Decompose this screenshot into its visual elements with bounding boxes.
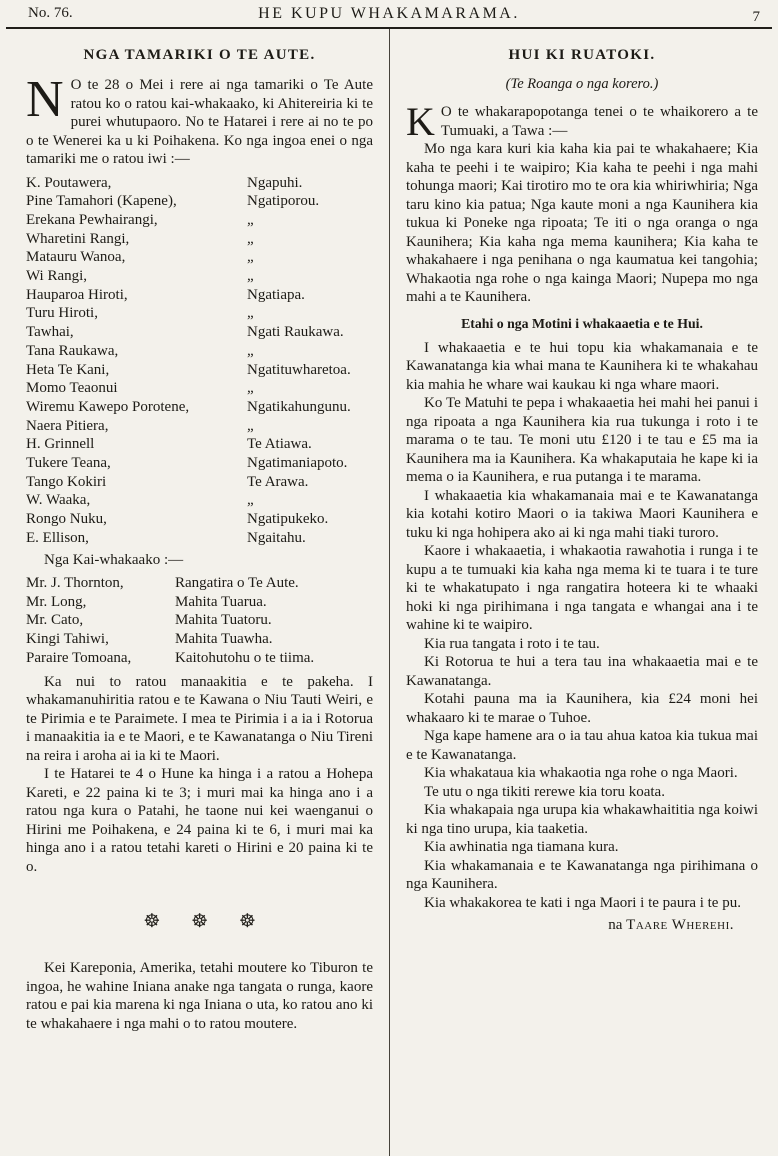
student-name: Tango Kokiri xyxy=(26,473,107,490)
teacher-row xyxy=(26,593,373,612)
right-summary-paragraph: Mo nga kara kuri kia kaha kia pai te whakahaere; Kia kaha te peehi i te waipiro; Kia kaha te peehi i nga mahi tohunga maori; Kai tirotiro mo te ora kia whiriwhiria; Nga taru kino kia patua; Nga kaute moni a nga Kaunihera kia tukua ki Poneke nga ripoata; Te iti o nga oranga o nga Kaunihera; Kia kaha nga mema kaunihera; Kia kaha te whakahaere i nga penihana o nga kaumatua kei tangohia; Whakaotia nga rohe o nga kainga Maori; Nupepa mo nga mahi a te Kaunihera. xyxy=(406,141,758,305)
teacher-name: Kingi Tahiwi, xyxy=(26,631,109,648)
student-iwi: „ xyxy=(247,249,254,266)
roster-row xyxy=(26,304,373,323)
student-iwi: Ngatiapa. xyxy=(247,286,305,303)
student-name: Wiremu Kawepo Porotene, xyxy=(26,398,190,415)
roster-row xyxy=(26,491,373,510)
page-header xyxy=(6,0,772,29)
roster-row xyxy=(26,286,373,305)
motion-paragraph: Kia rua tangata i roto i te tau. xyxy=(424,635,600,652)
roster-row xyxy=(26,342,373,361)
student-iwi: „ xyxy=(247,342,254,359)
student-iwi: Ngatiporou. xyxy=(247,193,320,210)
roster-row xyxy=(26,192,373,211)
student-roster xyxy=(26,174,373,548)
student-iwi: Te Arawa. xyxy=(247,473,309,490)
student-iwi: Ngatipukeko. xyxy=(247,511,329,528)
rosette-ornament-divider: ☸ ☸ ☸ xyxy=(143,911,256,933)
roster-row xyxy=(26,211,373,230)
left-paragraph-3: Kei Kareponia, Amerika, tetahi moutere ko Tiburon te ingoa, he wahine Iniana anake nga tangata o runga, kaore ratou e pai kia marena ki nga Iniana o uta, ko ratou ano ki te whakahaere i nga mahi o to ratou moutere. xyxy=(26,960,373,1032)
teacher-row xyxy=(26,649,373,668)
roster-row xyxy=(26,529,373,548)
column-container xyxy=(0,29,778,1156)
student-name: H. Grinnell xyxy=(26,436,95,453)
roster-row xyxy=(26,454,373,473)
teacher-role: Mahita Tuatoru. xyxy=(175,612,272,629)
student-name: Erekana Pewhairangi, xyxy=(26,211,158,228)
teacher-name: Mr. Long, xyxy=(26,593,87,610)
teacher-row xyxy=(26,630,373,649)
roster-row xyxy=(26,510,373,529)
student-name: Rongo Nuku, xyxy=(26,511,107,528)
student-iwi: Ngatituwharetoa. xyxy=(247,361,351,378)
motion-paragraph: Kia awhinatia nga tiamana kura. xyxy=(424,839,619,855)
teacher-name: Mr. Cato, xyxy=(26,612,84,629)
dropcap-letter: N xyxy=(26,71,64,128)
page-number: 7 xyxy=(752,9,760,25)
student-name: Heta Te Kani, xyxy=(26,361,110,378)
student-iwi: Ngati Raukawa. xyxy=(247,324,344,341)
masthead-title: HE KUPU WHAKAMARAMA. xyxy=(258,5,520,22)
roster-row xyxy=(26,379,373,398)
teachers-heading: Nga Kai-whakaako :— xyxy=(44,551,184,568)
roster-row xyxy=(26,323,373,342)
signature-prefix: na xyxy=(608,917,627,933)
motion-paragraph: Te utu o nga tikiti rerewe kia toru koata. xyxy=(424,783,665,800)
roster-row xyxy=(26,435,373,454)
right-intro-text: O te whakarapopotanga tenei o te whaikorero a te Tumuaki, a Tawa :— xyxy=(440,104,758,139)
student-name: E. Ellison, xyxy=(26,529,89,546)
student-iwi: Ngatikahungunu. xyxy=(247,398,351,415)
roster-row xyxy=(26,248,373,267)
student-iwi: „ xyxy=(247,268,254,285)
motion-paragraph: Kotahi pauna ma ia Kaunihera, kia £24 moni hei whakaaro ki te marae o Tuhoe. xyxy=(406,691,758,726)
teacher-role: Rangatira o Te Aute. xyxy=(175,575,299,592)
student-name: Wi Rangi, xyxy=(26,268,88,285)
student-name: Matauru Wanoa, xyxy=(26,249,126,266)
right-column xyxy=(389,29,778,1156)
student-iwi: „ xyxy=(247,417,254,434)
right-article-subtitle: (Te Roanga o nga korero.) xyxy=(505,76,659,92)
student-name: K. Poutawera, xyxy=(26,174,112,191)
student-name: Tawhai, xyxy=(26,324,74,341)
motion-paragraph: Kaore i whakaaetia, i whakaotia rawahotia i runga i te kupu a te tumuaki kia kaha nga mema ki te tuara i te ture ki te whakatupato i nga rangatira hoteera ki te whaaki hoki ki nga pirihimana i nga tangata e whangai ana i te wahine ki te waipiro. xyxy=(406,543,758,633)
teacher-name: Paraire Tomoana, xyxy=(26,649,132,666)
left-paragraph-2: I te Hatarei te 4 o Hune ka hinga i a ratou a Hohepa Kareti, e 22 paina ki te 3; i muri mai ka hinga ano i a ratou nga kura o Patahi, he taone nui kei waenganui o Hirini me Poihakena, e 24 paina ki te 6, i muri mai ka hinga ano i a ratou tetahi kareti o Hirini e 20 paina ki te o. xyxy=(26,766,373,875)
left-intro-text: O te 28 o Mei i rere ai nga tamariki o Te Aute ratou ko o ratou kai-whakaako, ki Ahitereiria ki te purei whutupaoro. No te Hatarei i rere ai no te po o te Wenerei ka u ki Poihakena. Ko nga ingoa enei o nga tamariki me o ratou iwi :— xyxy=(26,77,373,167)
student-iwi: „ xyxy=(247,305,254,322)
student-iwi: „ xyxy=(247,230,254,247)
left-paragraph-1: Ka nui to ratou manaakitia e te pakeha. I whakamanuhiritia ratou e te Kawana o Niu Tauti Weiri, e te Pirimia e te Paraimete. I mea te Pirimia i a ia i Rotorua i manaakitia ia e te Maori, e te Kawanatanga o Niu Tireni na reira i aroha ai ia ki te Maori. xyxy=(26,673,373,764)
left-article-title: NGA TAMARIKI O TE AUTE. xyxy=(83,47,316,63)
motion-paragraph: Kia whakamanaia e te Kawanatanga nga pirihimana o nga Kaunihera. xyxy=(406,857,758,892)
teacher-role: Mahita Tuarua. xyxy=(175,593,267,610)
student-name: Turu Hiroti, xyxy=(26,305,98,322)
student-name: Tukere Teana, xyxy=(26,455,111,472)
signature-name: Taare Wherehi. xyxy=(626,917,734,933)
student-name: Naera Pitiera, xyxy=(26,417,109,434)
teacher-role: Mahita Tuawha. xyxy=(175,631,273,648)
motion-paragraph: Kia whakakorea te kati i nga Maori i te paura i te pu. xyxy=(424,894,741,911)
right-article-title: HUI KI RUATOKI. xyxy=(508,47,656,63)
dropcap-letter: K xyxy=(406,99,435,144)
roster-row xyxy=(26,398,373,417)
motion-paragraph: Ko Te Matuhi te pepa i whakaaetia hei mahi hei panui i nga ripoata a nga Kaunihera kia rua tukunga i roto i te marama o te tau. Te moni utu £120 i te tau e £5 ma ia Kaunihera ma ia Kaunihera. Ka whakaputaia he kape ki ia mema o ia Kaunihera, e rua putanga i te marama. xyxy=(406,395,758,485)
student-name: Momo Teaonui xyxy=(26,380,118,397)
roster-row xyxy=(26,230,373,249)
student-name: Hauparoa Hiroti, xyxy=(26,286,128,303)
roster-row xyxy=(26,417,373,436)
student-iwi: Ngaitahu. xyxy=(247,529,306,546)
student-iwi: Ngapuhi. xyxy=(247,174,303,191)
student-iwi: Ngatimaniapoto. xyxy=(247,455,348,472)
left-intro-paragraph xyxy=(26,71,373,169)
roster-row xyxy=(26,473,373,492)
motion-paragraph: Nga kape hamene ara o ia tau ahua katoa kia tukua mai e te Kawanatanga. xyxy=(406,728,758,763)
motion-paragraph: I whakaaetia kia whakamanaia mai e te Kawanatanga kia kotahi kotiro Maori o ia takiwa Maori Kaunihera e tuku ki nga hohipera ako ai ki nga mahi tiaki turoro. xyxy=(406,487,758,541)
motion-paragraph: I whakaaetia e te hui topu kia whakamanaia e te Kawanatanga kia whai mana te Kaunihera ki te whakahau kia mahia he whare wai kaukau ki nga whare maori. xyxy=(406,339,758,393)
student-name: W. Waaka, xyxy=(26,492,91,509)
student-name: Tana Raukawa, xyxy=(26,342,119,359)
student-iwi: „ xyxy=(247,211,254,228)
motion-paragraph: Kia whakapaia nga urupa kia whakawhaititia nga koiwi ki nga tino urupa, kia taaketia. xyxy=(406,802,758,837)
motion-paragraph: Kia whakataua kia whakaotia nga rohe o nga Maori. xyxy=(424,765,738,781)
signature-line xyxy=(406,917,758,934)
teacher-row xyxy=(26,611,373,630)
student-iwi: „ xyxy=(247,492,254,509)
motion-paragraph: Ki Rotorua te hui a tera tau ina whakaaetia mai e te Kawanatanga. xyxy=(406,654,758,689)
student-name: Wharetini Rangi, xyxy=(26,230,130,247)
teacher-role: Kaitohutohu o te tiima. xyxy=(175,649,315,666)
motions-heading: Etahi o nga Motini i whakaaetia e te Hui. xyxy=(461,315,703,331)
student-name: Pine Tamahori (Kapene), xyxy=(26,193,177,210)
roster-row xyxy=(26,267,373,286)
roster-row xyxy=(26,361,373,380)
left-column xyxy=(0,29,389,1156)
issue-number: No. 76. xyxy=(28,5,73,21)
teacher-name: Mr. J. Thornton, xyxy=(26,575,124,592)
student-iwi: Te Atiawa. xyxy=(247,436,312,453)
right-intro-paragraph xyxy=(406,99,758,144)
teacher-row xyxy=(26,574,373,593)
teachers-list xyxy=(26,574,373,668)
student-iwi: „ xyxy=(247,380,254,397)
roster-row xyxy=(26,174,373,193)
